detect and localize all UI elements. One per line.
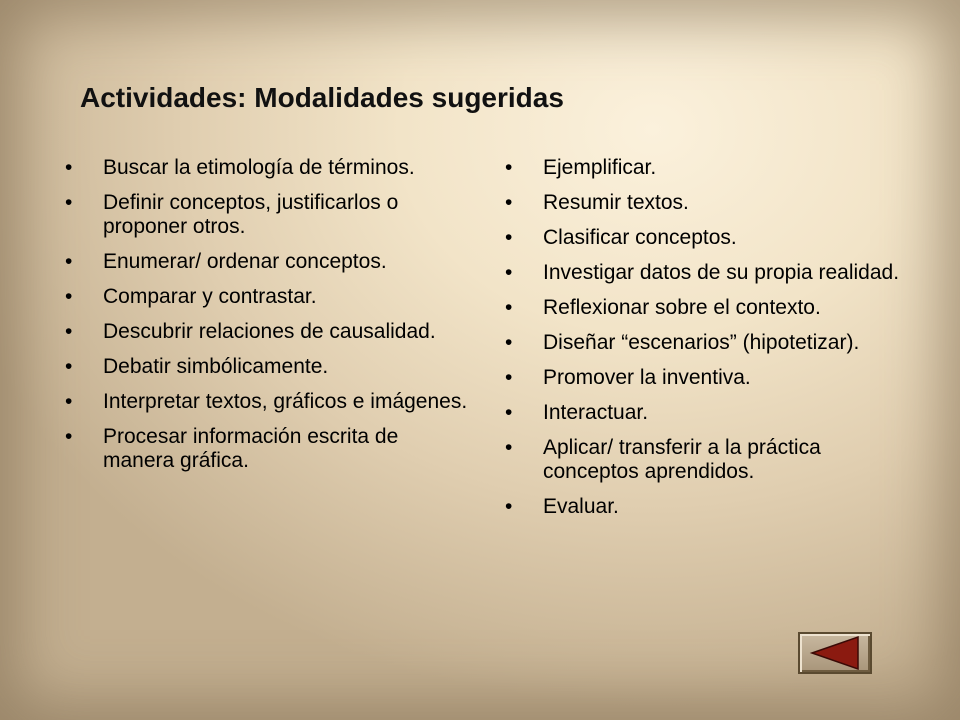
right-activity-item-text: Investigar datos de su propia realidad. [543,261,900,284]
right-activity-item-text: Interactuar. [543,401,649,424]
bullet-icon: • [65,250,73,273]
left-activity-item [65,285,475,309]
right-activity-item [505,436,920,484]
left-activity-item [65,355,475,379]
left-activity-item-text: Interpretar textos, gráficos e imágenes. [103,390,468,413]
bullet-icon: • [505,331,513,354]
left-activity-item [65,425,475,473]
bullet-icon: • [505,226,513,249]
bullet-icon: • [65,156,73,179]
bullet-icon: • [65,320,73,343]
bullet-icon: • [505,296,513,319]
right-activity-item [505,156,920,180]
right-activity-list [505,156,920,530]
right-activity-item-text: Diseñar “escenarios” (hipotetizar). [543,331,860,354]
left-activity-item-text: Buscar la etimología de términos. [103,156,415,179]
left-activity-item-text: Procesar información escrita de manera gráfica. [103,425,399,472]
bullet-icon: • [505,191,513,214]
bullet-icon: • [505,156,513,179]
bullet-icon: • [505,401,513,424]
left-activity-item-text: Definir conceptos, justificarlos o proponer otros. [103,191,399,238]
left-activity-item-text: Descubrir relaciones de causalidad. [103,320,436,343]
bullet-icon: • [505,261,513,284]
right-activity-item [505,401,920,425]
right-activity-item-text: Aplicar/ transferir a la práctica conceptos aprendidos. [543,436,821,483]
bullet-icon: • [65,355,73,378]
bullet-icon: • [505,495,513,518]
right-activity-item [505,296,920,320]
back-nav-button[interactable] [798,632,872,674]
right-activity-item-text: Evaluar. [543,495,619,518]
left-activity-item [65,191,475,239]
left-activity-item-text: Debatir simbólicamente. [103,355,329,378]
right-activity-item-text: Clasificar conceptos. [543,226,737,249]
left-activity-item [65,390,475,414]
right-activity-item [505,261,920,285]
left-activity-list [65,156,475,484]
triangle-left-icon [800,634,870,672]
slide-title: Actividades: Modalidades sugeridas [80,82,564,113]
bullet-icon: • [65,285,73,308]
left-activity-item [65,320,475,344]
right-activity-item [505,495,920,519]
left-activity-item-text: Enumerar/ ordenar conceptos. [103,250,387,273]
right-activity-item-text: Resumir textos. [543,191,689,214]
right-activity-item-text: Reflexionar sobre el contexto. [543,296,821,319]
bullet-icon: • [65,425,73,448]
right-activity-item [505,191,920,215]
bullet-icon: • [505,436,513,459]
right-activity-item [505,366,920,390]
bullet-icon: • [505,366,513,389]
right-activity-item-text: Promover la inventiva. [543,366,751,389]
right-activity-item [505,331,920,355]
right-activity-item-text: Ejemplificar. [543,156,657,179]
left-activity-item-text: Comparar y contrastar. [103,285,317,308]
bullet-icon: • [65,390,73,413]
right-activity-item [505,226,920,250]
bullet-icon: • [65,191,73,214]
left-activity-item [65,250,475,274]
left-activity-item [65,156,475,180]
